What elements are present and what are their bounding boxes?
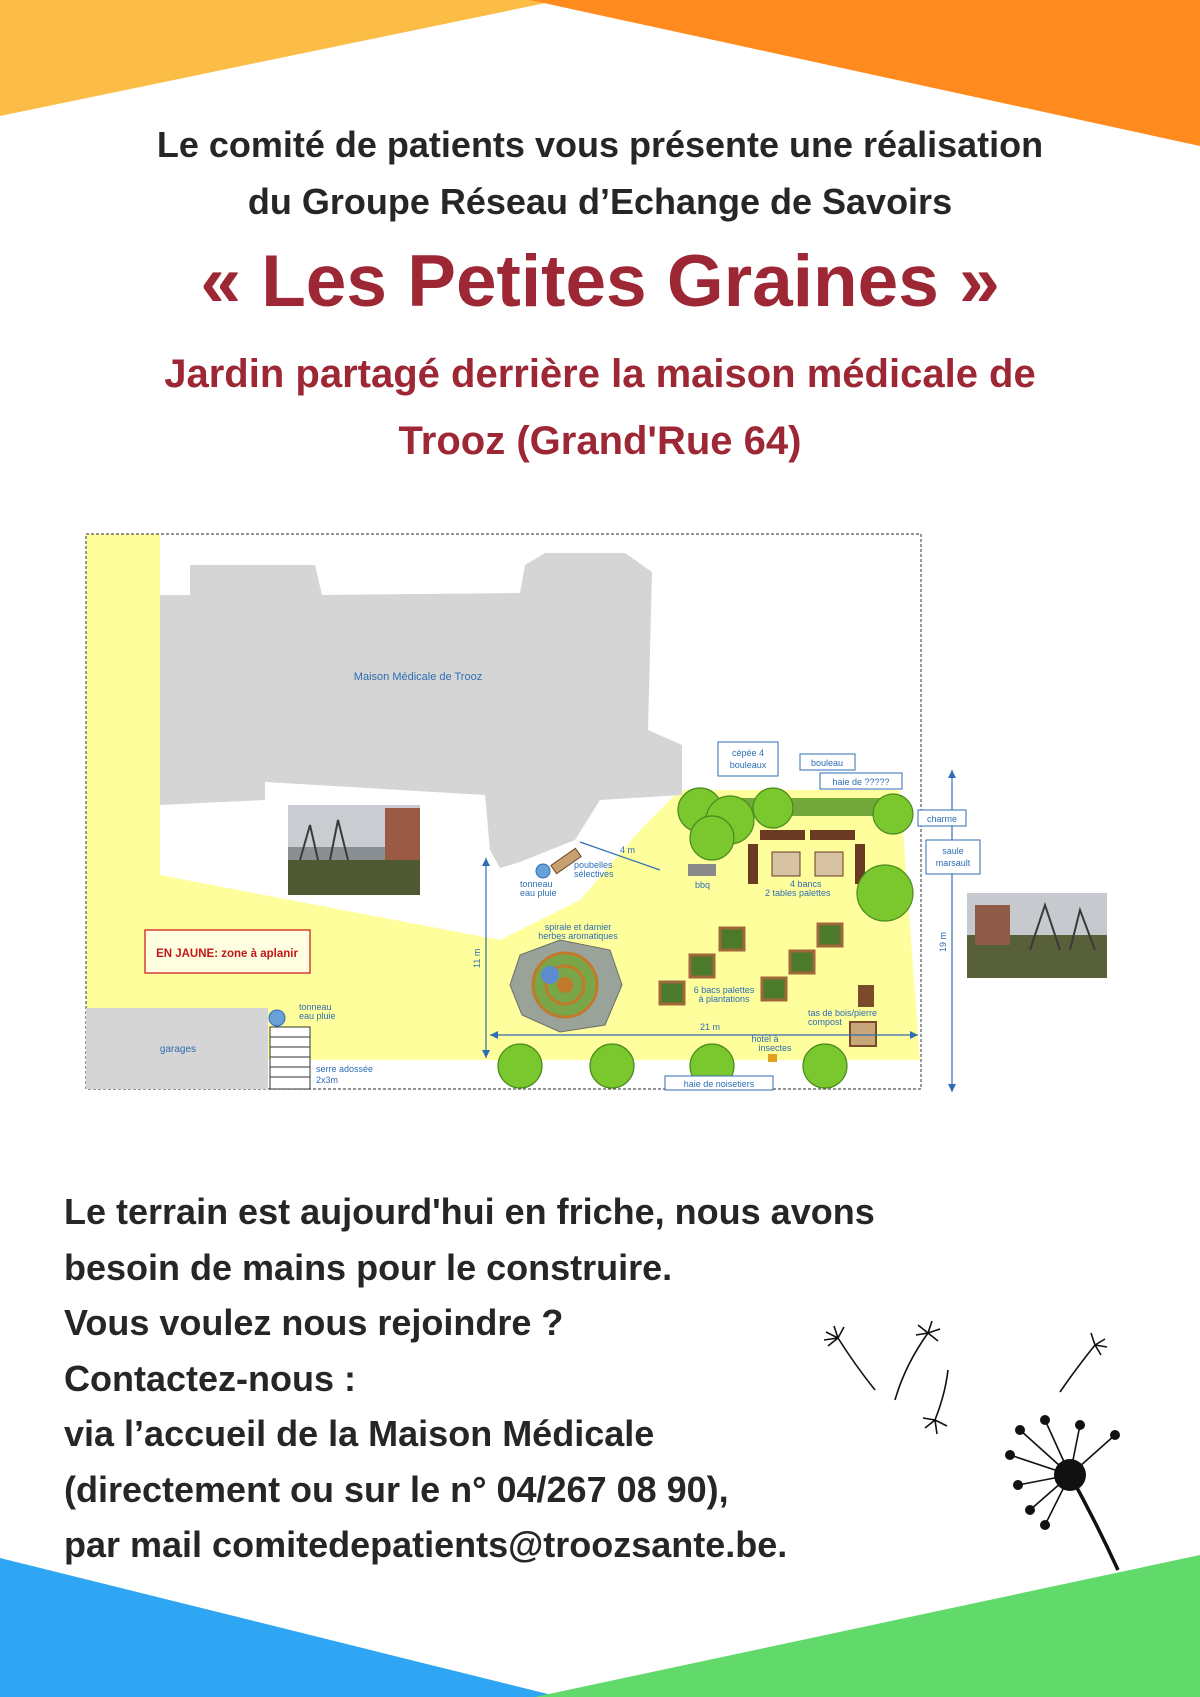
bouleau-label: bouleau (810, 758, 844, 768)
spirale-2: herbes aromatiques (538, 931, 618, 941)
tas-1: tas de bois/pierre (808, 1008, 878, 1018)
saule-2: marsault (935, 858, 971, 868)
subtitle-line-2: Trooz (Grand'Rue 64) (398, 419, 802, 463)
hotel-1: hotel à (751, 1034, 779, 1044)
intro-line-1: Le comité de patients vous présente une réalisation (156, 124, 1044, 165)
charme-label: charme (926, 814, 958, 824)
wood-pile (858, 985, 874, 1007)
garden-plan (80, 528, 1120, 1098)
insect-hotel-icon (768, 1054, 777, 1062)
bbq-shape (688, 864, 716, 876)
dist-11m-label: 11 m (472, 948, 482, 968)
cepee-1: cépée 4 (731, 748, 765, 758)
spirale-1: spirale et damier (544, 922, 612, 932)
dist-21m-label: 21 m (700, 1022, 721, 1032)
building-label: Maison Médicale de Trooz (353, 671, 483, 683)
haie-bottom-label: haie de noisetiers (683, 1079, 755, 1089)
body-line-1: Le terrain est aujourd'hui en friche, nous avons (64, 1191, 875, 1232)
poubelles-2: sélectives (574, 869, 614, 879)
medical-house-building (160, 553, 682, 868)
bancs-1: 4 bancs (790, 879, 822, 889)
body-line-6: (directement ou sur le n° 04/267 08 90), (64, 1469, 729, 1510)
dist-4m-label: 4 m (620, 845, 636, 855)
garages-label: garages (159, 1044, 197, 1055)
greenhouse (270, 1027, 310, 1089)
arrow-19m-top-head (948, 770, 956, 778)
garden-photo-left (288, 805, 420, 895)
saule-1: saule (942, 846, 964, 856)
compost-box (850, 1022, 876, 1046)
body-line-2: besoin de mains pour le construire. (64, 1247, 673, 1288)
body-line-3: Vous voulez nous rejoindre ? (64, 1302, 564, 1343)
serre-label-2: 2x3m (316, 1075, 339, 1085)
tas-2: compost (808, 1017, 843, 1027)
arrow-19m-bottom-head (948, 1084, 956, 1092)
serre-label-1: serre adossée (316, 1064, 374, 1074)
haie-top-label: haie de ????? (832, 777, 890, 787)
bottom-left-blue-shape (0, 1558, 560, 1697)
dist-19m-label: 19 m (938, 931, 948, 952)
arrow-11m-top-head (482, 858, 490, 866)
rain-barrel-left (269, 1010, 285, 1026)
top-left-yellow-shape (0, 0, 560, 116)
bbq-label: bbq (695, 880, 711, 890)
garden-photo-right (967, 893, 1107, 978)
tonneau-mid-1: tonneau (520, 879, 553, 889)
body-line-4: Contactez-nous : (64, 1358, 356, 1399)
poubelles-1: poubelles (574, 860, 613, 870)
cepee-2: bouleaux (729, 760, 767, 770)
bacs-2: à plantations (698, 994, 750, 1004)
intro-line-2: du Groupe Réseau d’Echange de Savoirs (247, 181, 953, 222)
hotel-2: insectes (758, 1043, 792, 1053)
body-line-5: via l’accueil de la Maison Médicale (64, 1413, 655, 1454)
dandelion-illustration (800, 1300, 1140, 1580)
zone-note: EN JAUNE: zone à aplanir (156, 948, 298, 960)
subtitle-line-1: Jardin partagé derrière la maison médicale de (164, 352, 1036, 396)
bancs-2: 2 tables palettes (765, 888, 831, 898)
page-title: « Les Petites Graines » (200, 241, 1000, 322)
tonneau-left-1: tonneau (299, 1002, 332, 1012)
rain-barrel-middle (536, 864, 550, 878)
tonneau-mid-2: eau pluie (520, 888, 557, 898)
body-line-7: par mail comitedepatients@troozsante.be. (64, 1524, 788, 1565)
bacs-1: 6 bacs palettes (693, 985, 755, 995)
tonneau-left-2: eau pluie (299, 1011, 336, 1021)
